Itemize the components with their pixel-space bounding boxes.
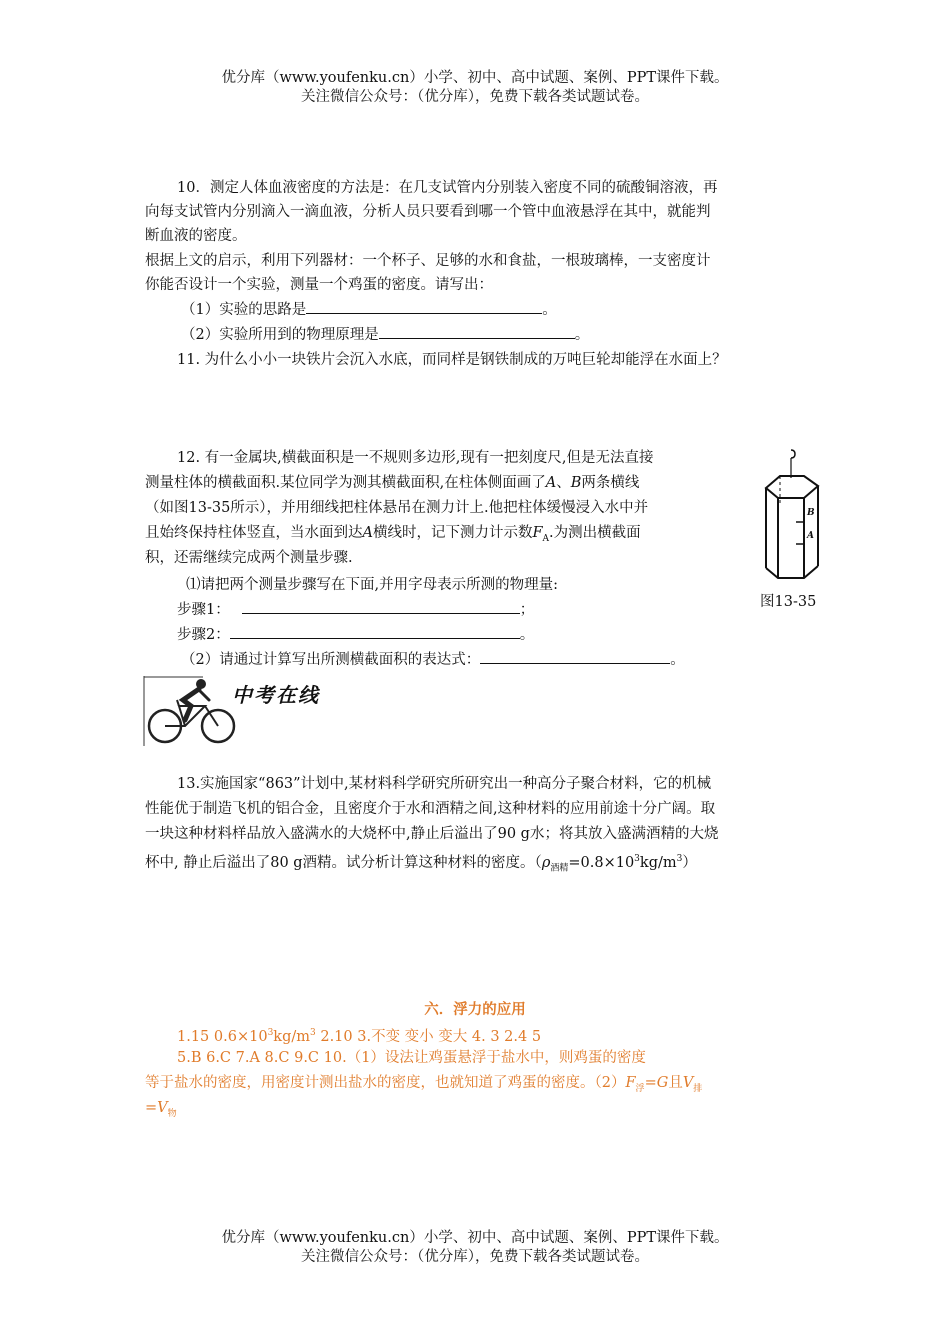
q12-label-a: A <box>545 475 557 491</box>
answers-line-1b: kg/m <box>273 1028 310 1045</box>
q12-step-1-end: ； <box>519 602 535 618</box>
q12-step-2 <box>177 623 534 647</box>
q12-step-1-blank[interactable] <box>242 599 520 614</box>
section-logo-text: 中考在线 <box>232 683 320 707</box>
answers-line-2: 5.B 6.C 7.A 8.C 9.C 10.（1）设法让鸡蛋悬浮于盐水中，则鸡蛋的密度 <box>177 1050 646 1066</box>
answers-eq: = <box>644 1075 657 1091</box>
q10-sub-2-label: （2）实验所用到的物理原理是 <box>181 327 379 343</box>
q10-sub-1-label: （1）实验的思路是 <box>181 302 307 318</box>
q10-line-2: 向每支试管内分别滴入一滴血液，分析人员只要看到哪一个管中血液悬浮在其中，就能判 <box>145 204 711 220</box>
q13-line-4c: kg/m <box>639 854 677 871</box>
figure-label-a: A <box>807 531 814 541</box>
q12-step-2-label: 步骤2： <box>177 627 230 643</box>
q10-answer-blank-2[interactable] <box>379 324 575 339</box>
prism-top-face <box>766 476 818 498</box>
q13-line-2: 性能优于制造飞机的铝合金，且密度介于水和酒精之间,这种材料的应用前途十分广阔。取 <box>145 801 716 817</box>
q13-line-4b: =0.8×10 <box>568 854 635 871</box>
q12-label-a-2: A <box>362 525 373 541</box>
q11-text: 11. 为什么小小一块铁片会沉入水底，而同样是钢铁制成的万吨巨轮却能浮在水面上？ <box>177 352 727 368</box>
q12-step-2-end: 。 <box>519 627 535 643</box>
answers-v2-sub: 物 <box>167 1108 177 1119</box>
answers-line-1 <box>177 1021 541 1049</box>
q10-line-3: 断血液的密度。 <box>145 228 247 244</box>
q13-line-4 <box>145 847 697 881</box>
answers-line-1-exp-2: 3 <box>310 1028 316 1038</box>
q12-line-4b: 横线时，记下测力计示数 <box>372 525 533 541</box>
q10-line-1: 10．测定人体血液密度的方法是：在几支试管内分别装入密度不同的硫酸铜溶液，再 <box>177 180 718 196</box>
q13-line-3: 一块这种材料样品放入盛满水的大烧杯中,静止后溢出了90 g水；将其放入盛满酒精的大烧 <box>145 826 719 842</box>
header-line-1: 优分库（www.youfenku.cn）小学、初中、高中试题、案例、PPT课件下载。 <box>221 70 729 86</box>
q12-label-b: B <box>570 475 582 491</box>
q12-line-3: （如图13-35所示），并用细线把柱体悬吊在测力计上.他把柱体缓慢浸入水中并 <box>145 500 649 516</box>
answers-g: G <box>656 1075 669 1091</box>
q12-step-1-label: 步骤1： <box>177 602 230 618</box>
q12-step-2-blank[interactable] <box>230 624 520 639</box>
answers-line-4-eq: = <box>145 1100 158 1116</box>
answers-line-3a: 等于盐水的密度，用密度计测出盐水的密度，也就知道了鸡蛋的密度。（2） <box>145 1075 626 1091</box>
q10-sub-1-end: 。 <box>542 302 557 318</box>
q10-line-4: 根据上文的启示，利用下列器材：一个杯子、足够的水和食盐，一根玻璃棒，一支密度计 <box>145 253 711 269</box>
q12-force-sub: A <box>542 533 550 544</box>
answers-line-3 <box>145 1071 702 1101</box>
q13-rho-sub: 酒精 <box>550 863 569 874</box>
q12-line-2 <box>145 471 639 495</box>
header-line-2: 关注微信公众号：（优分库），免费下载各类试题试卷。 <box>301 89 649 105</box>
q12-line-2b: 两条横线 <box>581 475 640 491</box>
answers-title: 六．浮力的应用 <box>424 1001 526 1018</box>
q12-line-4c: .为测出横截面 <box>549 525 641 541</box>
q12-step-1 <box>177 598 534 622</box>
figure-label-b: B <box>807 508 815 518</box>
answers-line-1c: 2.10 3.不变 变小 变大 4. 3 2.4 5 <box>315 1028 542 1045</box>
answers-and: 且 <box>668 1075 683 1091</box>
answers-line-1a: 1.15 0.6×10 <box>177 1028 268 1045</box>
q12-force-symbol: F <box>532 525 543 541</box>
q10-line-5: 你能否设计一个实验，测量一个鸡蛋的密度。请写出： <box>145 277 493 293</box>
answers-line-1-exp: 3 <box>267 1028 274 1038</box>
q13-exp-2: 3 <box>676 854 683 864</box>
q12-line-1: 12. 有一金属块,横截面积是一不规则多边形,现有一把刻度尺,但是无法直接 <box>177 450 654 466</box>
answers-v: V <box>682 1075 694 1091</box>
q12-part-2 <box>181 648 685 672</box>
q10-sub-1 <box>181 298 557 322</box>
hook-icon <box>791 450 795 458</box>
q13-line-4d: ） <box>682 854 697 871</box>
prism-bottom-face <box>766 566 818 578</box>
answers-v2: V <box>157 1100 168 1116</box>
cyclist-icon <box>143 676 238 746</box>
q12-sep: 、 <box>556 475 571 491</box>
q12-part-2-end: 。 <box>670 652 685 668</box>
q12-part-2-label: （2）请通过计算写出所测横截面积的表达式： <box>181 652 481 668</box>
q12-line-4a: 且始终保持柱体竖直，当水面到达 <box>145 525 363 541</box>
q10-sub-2-end: 。 <box>574 327 590 343</box>
q13-rho: ρ <box>541 854 551 871</box>
q13-line-1: 13.实施国家“863”计划中,某材料科学研究所研究出一种高分子聚合材料，它的机械 <box>177 776 712 792</box>
footer-line-1: 优分库（www.youfenku.cn）小学、初中、高中试题、案例、PPT课件下载。 <box>221 1230 729 1246</box>
answers-force: F <box>625 1075 636 1091</box>
q13-line-4a: 杯中, 静止后溢出了80 g酒精。试分析计算这种材料的密度。（ <box>145 854 542 871</box>
q10-answer-blank-1[interactable] <box>306 299 542 314</box>
answers-v-sub: 排 <box>693 1083 703 1094</box>
footer-line-2: 关注微信公众号：（优分库），免费下载各类试题试卷。 <box>301 1249 649 1265</box>
figure-caption: 图13-35 <box>760 594 817 610</box>
q12-part-2-blank[interactable] <box>480 649 670 664</box>
q12-line-2a: 测量柱体的横截面积.某位同学为测其横截面积,在柱体侧面画了 <box>145 475 546 491</box>
q12-part-1: ⑴请把两个测量步骤写在下面,并用字母表示所测的物理量: <box>186 577 558 593</box>
answers-line-4 <box>145 1096 177 1126</box>
answers-force-sub: 浮 <box>635 1083 645 1094</box>
q13-exp: 3 <box>634 854 640 864</box>
q10-sub-2 <box>181 323 589 347</box>
q12-line-5: 积，还需继续完成两个测量步骤. <box>145 550 353 566</box>
